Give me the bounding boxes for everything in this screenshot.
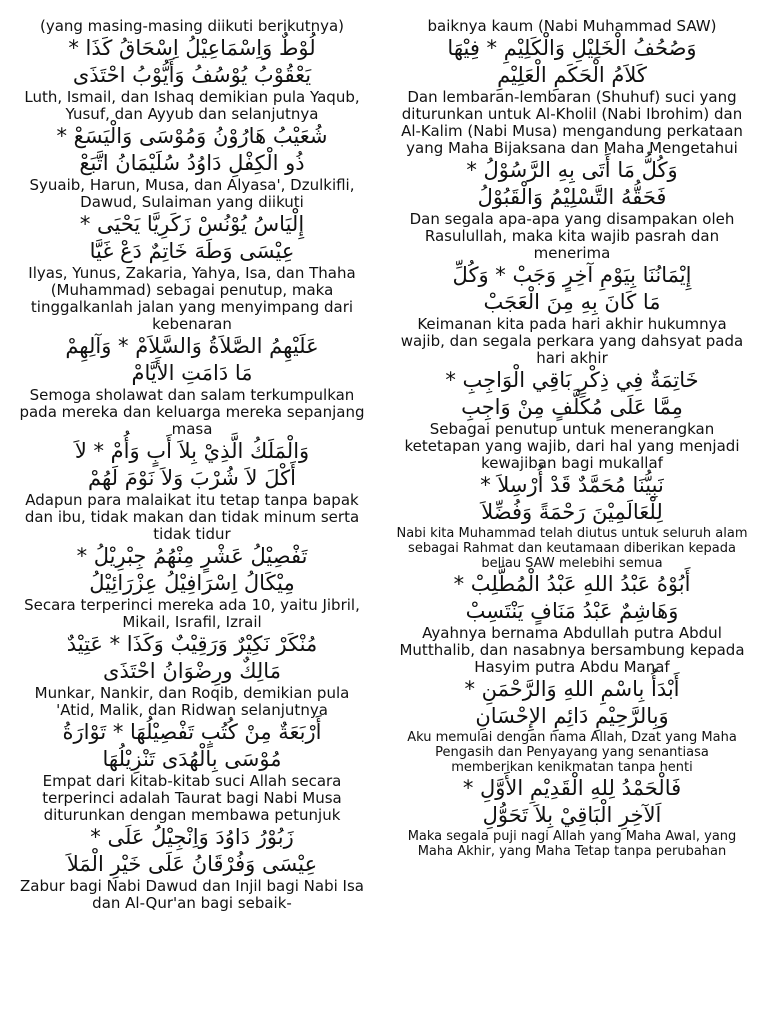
arabic-verse-line: وَهَاشِمٌ عَبْدُ مَنَافٍ يَنْتَسِبْ [465, 599, 679, 623]
translation-text: Nabi kita Muhammad telah diutus untuk seluruh alam sebagai Rahmat dan keutamaan diberikan kepada beliau SAW melebihi semua [396, 526, 748, 571]
translation-text: Aku memulai dengan nama Allah, Dzat yang Maha Pengasih dan Penyayang yang senantiasa memberikan kenikmatan tanpa henti [407, 730, 737, 775]
arabic-verse-line: ذُو الْكِفْلِ دَاوُدُ سُلَيْمَانُ اتَّبَعْ [79, 151, 305, 175]
translation-text: (yang masing-masing diikuti berikutnya) [39, 17, 345, 35]
translation-text: baiknya kaum (Nabi Muhammad SAW) [427, 17, 717, 35]
arabic-verse-line: يَعْقُوْبُ يُوْسُفُ وَأَيُّوْبُ احْتَذَى [72, 63, 312, 87]
arabic-verse-line: مُنْكَرْ نَكِيْرٌ وَرَقِيْبٌ وَكَذَا * عَتِيْدٌ [66, 632, 318, 656]
right-column [396, 18, 748, 859]
arabic-verse-line: إِلْيَاسُ يُوْنُسْ زَكَرِيَّا يَحْيَى * [79, 212, 305, 236]
translation-text: Semoga sholawat dan salam terkumpulkan pada mereka dan keluarga mereka sepanjang masa [19, 386, 365, 438]
arabic-verse-line: خَاتِمَةٌ فِي ذِكْرِ بَاقِي الْوَاجِبِ * [445, 368, 699, 392]
arabic-verse-line: لُوْطٌ وَاِسْمَاعِيْلُ اِسْحَاقُ كَذَا * [68, 36, 316, 60]
translation-text: Empat dari kitab-kitab suci Allah secara terperinci adalah Taurat bagi Nabi Musa diturunkan dengan membawa petunjuk [42, 772, 342, 824]
arabic-verse-line: إِيْمَانُنَا بِيَوْمِ آخِرٍ وَجَبْ * وَكُلِّ [452, 263, 692, 287]
arabic-verse-line: عَلَيْهِمُ الصَّلاَةُ وَالسَّلاَمْ * وَآلِهِمْ [65, 334, 319, 358]
arabic-verse-line: نَبِيُّنَا مُحَمَّدٌ قَدْ أُرْسِلاَ * [480, 473, 664, 497]
arabic-verse-line: زَبُوْرُ دَاوُدَ وَاِنْجِيْلُ عَلَى * [90, 825, 294, 849]
translation-text: Syuaib, Harun, Musa, dan Alyasa', Dzulkifli, Dawud, Sulaiman yang diikuti [29, 176, 355, 211]
arabic-verse-line: شُعَيْبُ هَارُوْنُ وَمُوْسَى وَالْيَسَعْ * [56, 124, 328, 148]
arabic-verse-line: أَبْدَأُ بِاسْمِ اللهِ وَالرَّحْمَنِ * [464, 677, 680, 701]
arabic-verse-line: وَصُحُفُ الْخَلِيْلِ وَالْكَلِيْمِ * فِيْهَا [447, 36, 697, 60]
left-column [16, 18, 368, 912]
translation-text: Munkar, Nankir, dan Roqib, demikian pula 'Atid, Malik, dan Ridwan selanjutnya [34, 684, 350, 719]
translation-text: Dan lembaran-lembaran (Shuhuf) suci yang diturunkan untuk Al-Kholil (Nabi Ibrohim) dan Al-Kalim (Nabi Musa) mengandung perkataan yang Maha Bijaksana dan Maha Mengetahui [401, 88, 743, 157]
translation-text: Ayahnya bernama Abdullah putra Abdul Mutthalib, dan nasabnya bersambung kepada Hasyim putra Abdu Manaf [399, 624, 745, 676]
arabic-verse-line: مِمَّا عَلَى مُكَلَّفٍ مِنْ وَاجِبِ [461, 395, 683, 419]
translation-text: Adapun para malaikat itu tetap tanpa bapak dan ibu, tidak makan dan tidak minum serta tidak tidur [24, 491, 360, 543]
arabic-verse-line: فَالْحَمْدُ لِلهِ الْقَدِيْمِ الأَوَّلِ * [462, 776, 682, 800]
arabic-verse-line: أَبُوْهُ عَبْدُ اللهِ عَبْدُ الْمُطَّلِبْ * [453, 572, 691, 596]
arabic-verse-line: تَفْصِيْلُ عَشْرٍ مِنْهُمُ جِبْرِيْلُ * [76, 544, 308, 568]
translation-text: Dan segala apa-apa yang disampakan oleh Rasulullah, maka kita wajib pasrah dan menerima [409, 210, 735, 262]
translation-text: Ilyas, Yunus, Zakaria, Yahya, Isa, dan Thaha (Muhammad) sebagai penutup, maka tinggalkanlah jalan yang menyimpang dari kebenaran [28, 264, 356, 333]
arabic-verse-line: مِيْكَالُ اِسْرَافِيْلُ عِزْرَائِيْلُ [89, 571, 295, 595]
arabic-verse-line: عِيْسَى وَطَهَ خَاتِمٌ دَعْ غَيَّا [89, 239, 295, 263]
translation-text: Luth, Ismail, dan Ishaq demikian pula Yaqub, Yusuf, dan Ayyub dan selanjutnya [24, 88, 360, 123]
arabic-verse-line: مَا دَامَتِ الأَيَّامْ [131, 361, 253, 385]
arabic-verse-line: أَكْلَ لاَ شُرْبَ وَلاَ نَوْمَ لَهُمْ [88, 466, 296, 490]
arabic-verse-line: عِيْسَى وَفُرْقَانُ عَلَى خَيْرِ الْمَلاَ [66, 852, 318, 876]
translation-text: Maka segala puji nagi Allah yang Maha Awal, yang Maha Akhir, yang Maha Tetap tanpa perubahan [407, 829, 737, 859]
arabic-verse-line: لِلْعَالَمِيْنَ رَحْمَةً وَفُضِّلاَ [481, 500, 663, 524]
arabic-verse-line: كَلاَمُ الْحَكَمِ الْعَلِيْمِ [497, 63, 647, 87]
arabic-verse-line: وَكُلُّ مَا أَتَى بِهِ الرَّسُوْلُ * [466, 158, 678, 182]
arabic-verse-line: فَحَقُّهُ التَّسْلِيْمُ وَالْقَبُوْلُ [477, 185, 667, 209]
arabic-verse-line: وَالْمَلَكُ الَّذِيْ بِلاَ أَبٍ وَأُمْ * لاَ [74, 439, 310, 463]
translation-text: Sebagai penutup untuk menerangkan ketetapan yang wajib, dari hal yang menjadi kewajiban bagi mukallaf [404, 420, 740, 472]
translation-text: Zabur bagi Nabi Dawud dan Injil bagi Nabi Isa dan Al-Qur'an bagi sebaik- [20, 877, 364, 912]
translation-text: Secara terperinci mereka ada 10, yaitu Jibril, Mikail, Israfil, Izrail [24, 596, 360, 631]
translation-text: Keimanan kita pada hari akhir hukumnya wajib, dan segala perkara yang dahsyat pada hari akhir [400, 315, 744, 367]
arabic-verse-line: اَلآخِرِ الْبَاقِيْ بِلاَ تَحَوُّلِ [482, 803, 662, 827]
arabic-verse-line: مُوْسَى بِالْهُدَى تَنْزِيْلُهَا [102, 747, 282, 771]
arabic-verse-line: وَبِالرَّحِيْمِ دَائِمِ الإِحْسَانِ [475, 704, 669, 728]
arabic-verse-line: مَالِكٌ ورِضْوَانُ احْتَذَى [103, 659, 281, 683]
arabic-verse-line: مَا كَانَ بِهِ مِنَ الْعَجَبْ [483, 290, 661, 314]
arabic-verse-line: أَرْبَعَةٌ مِنْ كُتُبٍ تَفْصِيْلُهَا * تَوْارَةُ [62, 720, 322, 744]
